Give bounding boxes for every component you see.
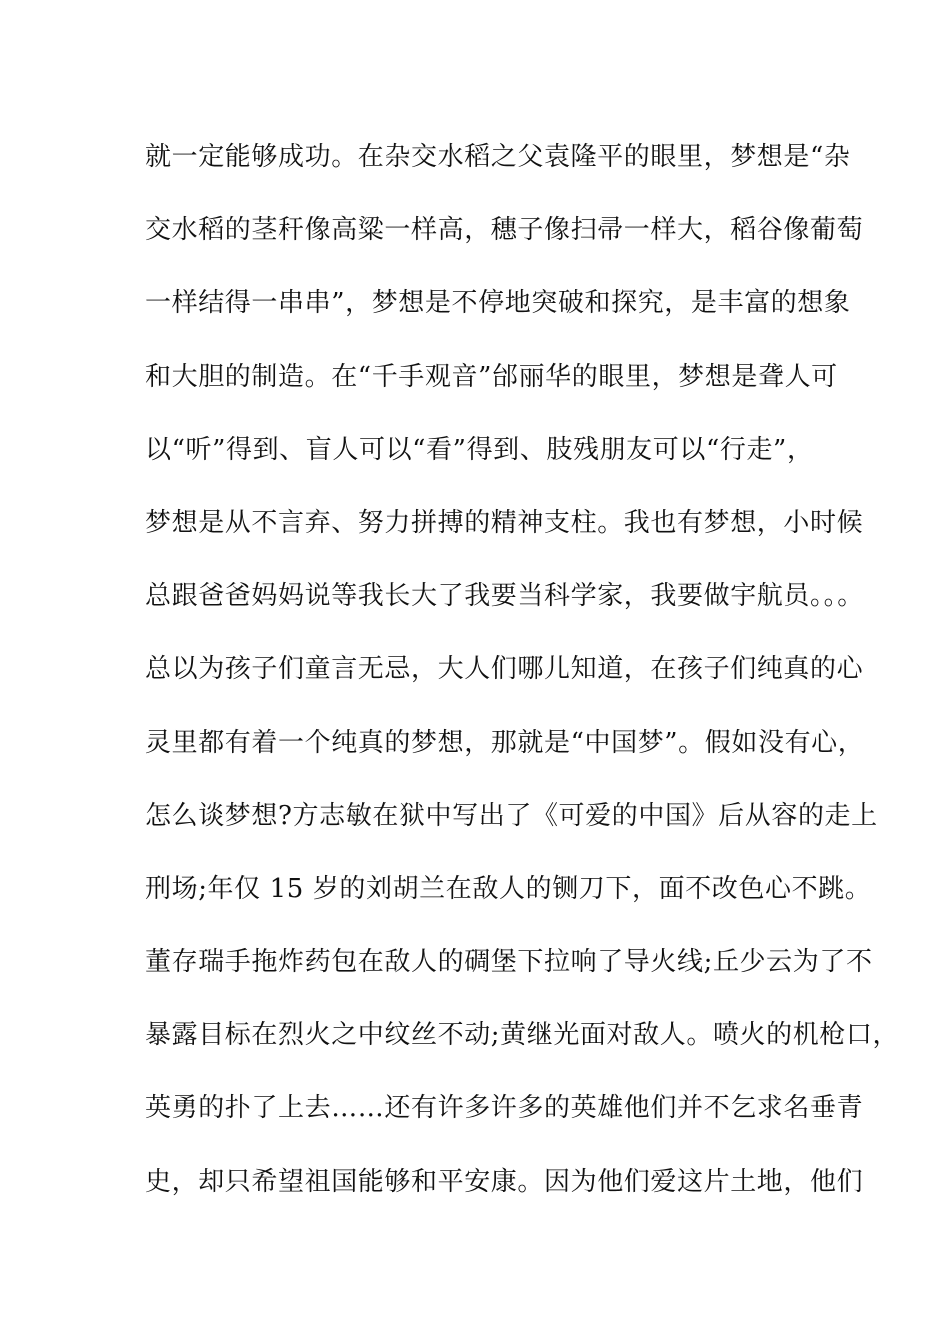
text-line: 一样结得一串串”，梦想是不停地突破和探究，是丰富的想象 xyxy=(145,288,851,319)
body-text xyxy=(145,126,900,1224)
text-line: 以“听”得到、盲人可以“看”得到、肢残朋友可以“行走”， xyxy=(145,434,814,465)
text-line: 暴露目标在烈火之中纹丝不动;黄继光面对敌人。喷火的机枪口， xyxy=(145,1020,900,1051)
text-line: 史，却只希望祖国能够和平安康。因为他们爱这片土地，他们 xyxy=(145,1166,864,1197)
text-line: 交水稻的茎秆像高粱一样高，穗子像扫帚一样大，稻谷像葡萄 xyxy=(145,215,864,246)
text-line: 刑场;年仅 15 岁的刘胡兰在敌人的铡刀下，面不改色心不跳。 xyxy=(145,873,872,904)
text-line: 董存瑞手拖炸药包在敌人的碉堡下拉响了导火线;丘少云为了不 xyxy=(145,947,873,978)
text-line: 总以为孩子们童言无忌，大人们哪儿知道，在孩子们纯真的心 xyxy=(145,654,864,685)
text-line: 灵里都有着一个纯真的梦想，那就是“中国梦”。假如没有心， xyxy=(145,727,865,758)
text-line: 英勇的扑了上去……还有许多许多的英雄他们并不乞求名垂青 xyxy=(145,1093,864,1124)
text-line: 就一定能够成功。在杂交水稻之父袁隆平的眼里，梦想是“杂 xyxy=(145,142,851,172)
text-line: 和大胆的制造。在“千手观音”邰丽华的眼里，梦想是聋人可 xyxy=(145,361,838,392)
text-line: 梦想是从不言弃、努力拼搏的精神支柱。我也有梦想，小时候 xyxy=(145,507,864,538)
text-line: 怎么谈梦想?方志敏在狱中写出了《可爱的中国》后从容的走上 xyxy=(145,800,878,831)
text-line: 总跟爸爸妈妈说等我长大了我要当科学家，我要做宇航员。。。 xyxy=(145,581,864,612)
